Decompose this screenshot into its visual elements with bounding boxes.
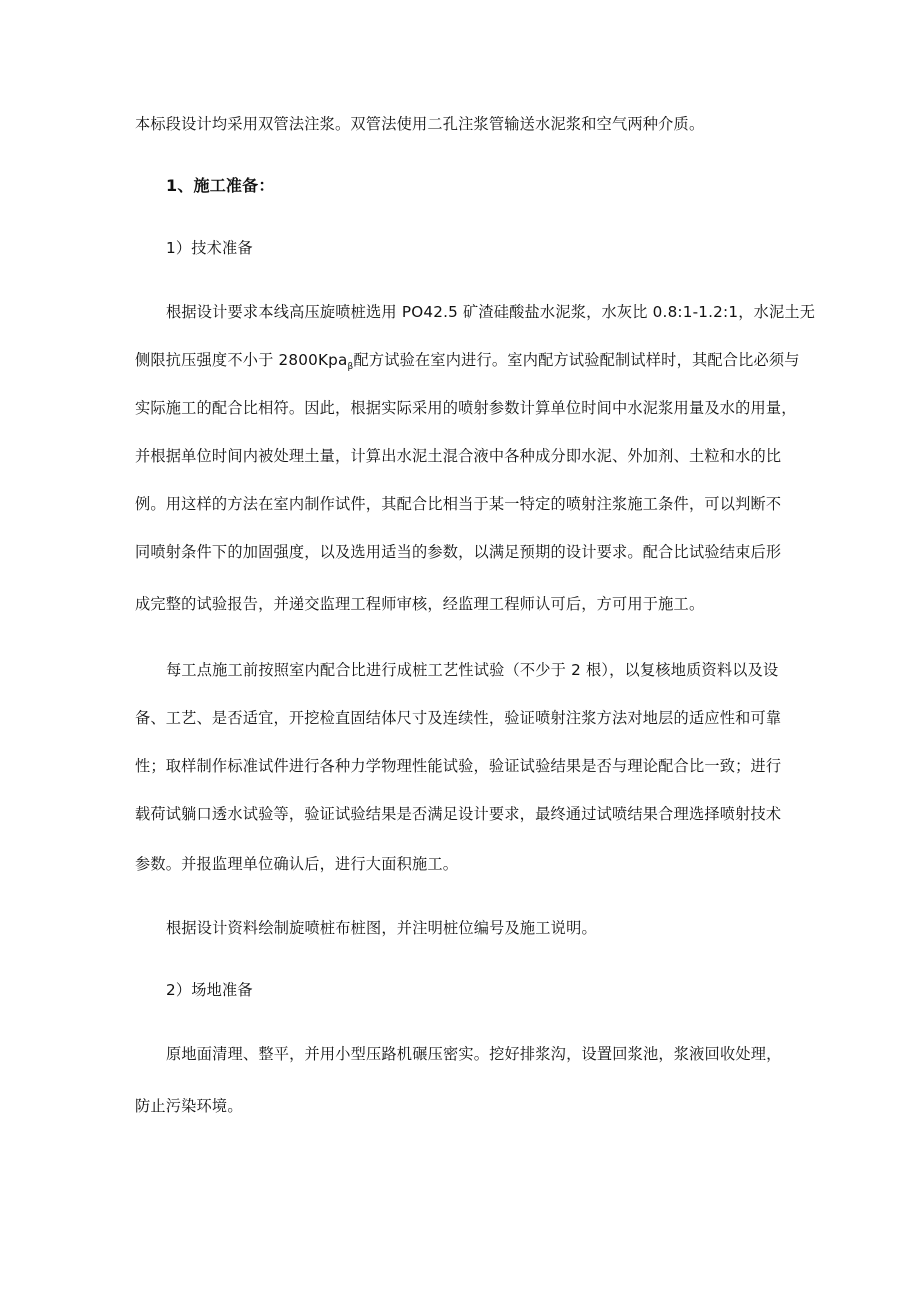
para-2-line-3: 性；取样制作标准试件进行各种力学物理性能试验，验证试验结果是否与理论配合比一致；进行: [135, 757, 782, 775]
para-1-line-7: 成完整的试验报告，并递交监理工程师审核，经监理工程师认可后，方可用于施工。: [135, 595, 705, 613]
para-2-line-4: 载荷试躺口透水试验等，验证试验结果是否满足设计要求，最终通过试喷结果合理选择喷射技术: [135, 805, 782, 823]
para-4-line-2: 防止污染环境。: [135, 1097, 243, 1115]
subsection-technical-prep: 1）技术准备: [166, 239, 253, 257]
para-1-line-2-a: 侧限抗压强度不小于 2800Kpa: [135, 351, 348, 369]
para-1-line-2-b: 配方试验在室内进行。室内配方试验配制试样时，其配合比必须与: [353, 351, 800, 369]
para-1-line-1: 根据设计要求本线高压旋喷桩选用 PO42.5 矿渣硅酸盐水泥浆，水灰比 0.8:1-1.2:1，水泥土无: [166, 303, 816, 321]
para-1-line-6: 同喷射条件下的加固强度，以及选用适当的参数，以满足预期的设计要求。配合比试验结束后形: [135, 543, 782, 561]
para-1-subscript: β: [347, 362, 354, 372]
para-4-line-1: 原地面清理、整平，并用小型压路机碾压密实。挖好排浆沟，设置回浆池，浆液回收处理，: [166, 1045, 782, 1063]
para-2-line-1: 每工点施工前按照室内配合比进行成桩工艺性试验（不少于 2 根），以复核地质资料以及设: [166, 661, 779, 679]
section-heading: 1、施工准备：: [166, 176, 275, 195]
subsection-site-prep: 2）场地准备: [166, 981, 253, 999]
para-1-line-2: [135, 350, 800, 377]
para-1-line-5: 例。用这样的方法在室内制作试件，其配合比相当于某一特定的喷射注浆施工条件，可以判断不: [135, 495, 782, 513]
para-2-line-2: 备、工艺、是否适宜，开挖检直固结体尺寸及连续性，验证喷射注浆方法对地层的适应性和可靠: [135, 709, 782, 727]
intro-paragraph: 本标段设计均采用双管法注浆。双管法使用二孔注浆管输送水泥浆和空气两种介质。: [135, 115, 705, 133]
para-1-line-3: 实际施工的配合比相符。因此，根据实际采用的喷射参数计算单位时间中水泥浆用量及水的用量，: [135, 399, 797, 417]
para-3: 根据设计资料绘制旋喷桩布桩图，并注明桩位编号及施工说明。: [166, 919, 597, 937]
para-1-line-4: 并根据单位时间内被处理土量，计算出水泥土混合液中各种成分即水泥、外加剂、土粒和水的比: [135, 447, 782, 465]
para-2-line-5: 参数。并报监理单位确认后，进行大面积施工。: [135, 855, 459, 873]
